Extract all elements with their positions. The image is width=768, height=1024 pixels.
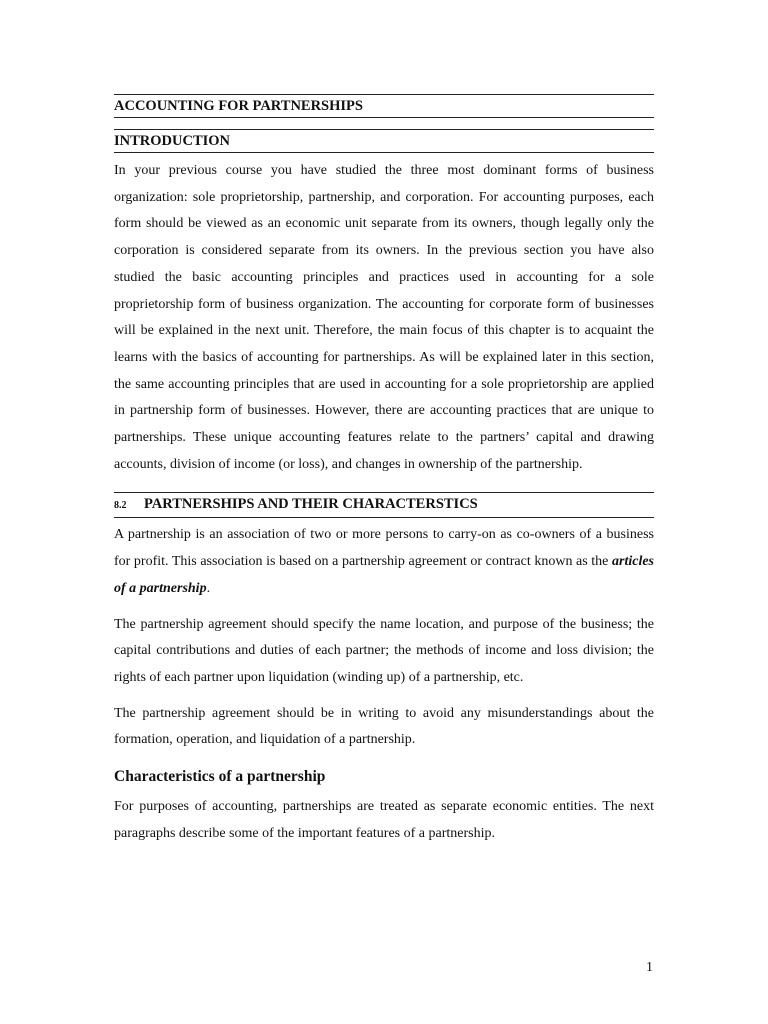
- section-number: 8.2: [114, 500, 127, 512]
- partnership-definition-end: .: [206, 580, 211, 596]
- characteristics-heading: Characteristics of a partnership: [114, 768, 326, 786]
- partnership-definition-paragraph: [114, 522, 654, 602]
- section-title: PARTNERSHIPS AND THEIR CHARACTERSTICS: [144, 496, 478, 513]
- partnership-definition-text: A partnership is an association of two or more persons to carry-on as co-owners of a business for profit. This association is based on a partnership agreement or contract known as the: [114, 527, 654, 570]
- document-page: [114, 92, 654, 847]
- introduction-heading: INTRODUCTION: [114, 129, 654, 153]
- agreement-specify-paragraph: The partnership agreement should specify the name location, and purpose of the business; the capital contributions and duties of each partner; the methods of income and loss division; the rights of each partner upon liquidation (winding up) of a partnership, etc.: [114, 616, 654, 685]
- articles-of-partnership-term: articles of a partnership: [114, 554, 654, 596]
- introduction-paragraph: In your previous course you have studied the three most dominant forms of business organization: sole proprietorship, partnership, and corporation. For accounting purposes, each form should be viewed as an economic unit separate from its owners, though legally only the corporation is considered separate from its owners. In the previous section you have also studied the basic accounting principles and practices used in accounting for a sole proprietorship form of business organization. The accounting for corporate form of businesses will be explained in the next unit. Therefore, the main focus of this chapter is to acquaint the learns with the basics of accounting for partnerships. As will be explained later in this section, the same accounting principles that are used in accounting for a sole proprietorship are applied in partnership form of businesses. However, there are accounting practices that are unique to partnerships. These unique accounting features relate to the partners’ capital and drawing accounts, division of income (or loss), and changes in ownership of the partnership.: [114, 163, 654, 472]
- main-heading: ACCOUNTING FOR PARTNERSHIPS: [114, 94, 654, 118]
- agreement-writing-paragraph: The partnership agreement should be in writing to avoid any misunderstandings about the formation, operation, and liquidation of a partnership.: [114, 705, 654, 748]
- characteristics-paragraph: For purposes of accounting, partnerships are treated as separate economic entities. The next paragraphs describe some of the important features of a partnership.: [114, 799, 654, 841]
- section-heading: [114, 492, 654, 518]
- page-number: 1: [646, 960, 653, 975]
